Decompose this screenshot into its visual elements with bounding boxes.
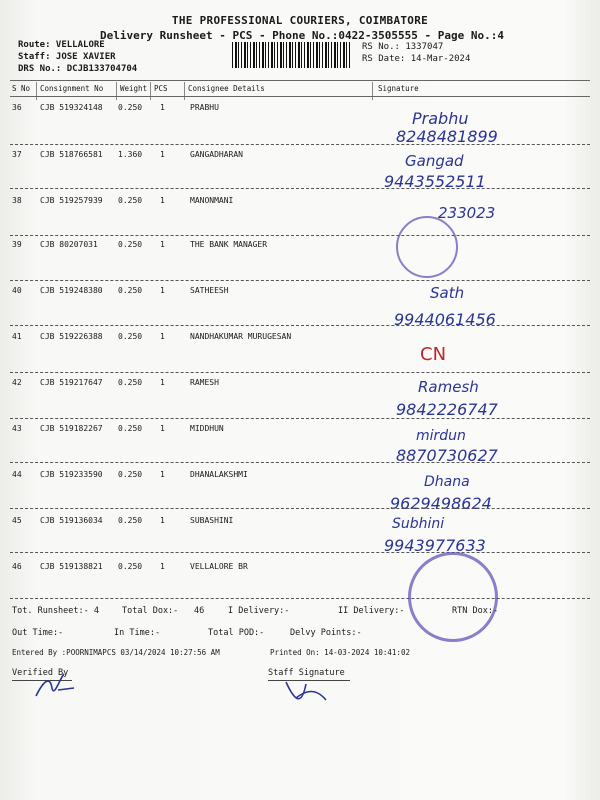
- signature-name: Ramesh: [418, 378, 479, 396]
- row-weight: 0.250: [118, 424, 143, 433]
- signature-phone: 9443552511: [384, 172, 486, 191]
- row-weight: 1.360: [118, 150, 143, 159]
- signature-name: mirdun: [416, 428, 466, 444]
- col-consignee: Consignee Details: [188, 84, 265, 93]
- row-weight: 0.250: [118, 378, 143, 387]
- row-consignee: DHANALAKSHMI: [190, 470, 248, 479]
- total-dox-label: Total Dox:-: [122, 606, 179, 616]
- col-divider: [184, 82, 185, 100]
- row-pcs: 1: [160, 378, 165, 387]
- row-weight: 0.250: [118, 240, 143, 249]
- row-divider: [10, 280, 590, 281]
- signature-name: Gangad: [405, 152, 464, 170]
- signature-name: Subhini: [392, 516, 445, 532]
- total-pod: Total POD:-: [208, 628, 265, 638]
- row-consignee: SUBASHINI: [190, 516, 234, 525]
- row-consignment: CJB 518766581: [40, 150, 103, 159]
- staff-label: Staff: JOSE XAVIER: [18, 52, 116, 62]
- col-weight: Weight: [120, 84, 148, 93]
- row-pcs: 1: [160, 103, 165, 112]
- total-dox-value: 46: [194, 606, 205, 616]
- signature-phone: 9944061456: [394, 310, 496, 329]
- signature-name: Sath: [430, 284, 465, 302]
- entered-by: Entered By :POORNIMAPCS 03/14/2024 10:27:56 AM: [12, 648, 220, 657]
- total-runsheet: Tot. Runsheet:- 4: [12, 606, 99, 616]
- row-consignee: MIDDHUN: [190, 424, 224, 433]
- in-time: In Time:-: [114, 628, 161, 638]
- row-consignment: CJB 519226388: [40, 332, 103, 341]
- row-consignee: THE BANK MANAGER: [190, 240, 268, 249]
- row-weight: 0.250: [118, 286, 143, 295]
- row-weight: 0.250: [118, 332, 143, 341]
- verifier-signature-mark: [30, 670, 80, 704]
- row-pcs: 1: [160, 470, 165, 479]
- col-pcs: PCS: [154, 84, 168, 93]
- header-bottom-rule: [10, 96, 590, 97]
- row-sno: 40: [12, 286, 22, 295]
- row-consignment: CJB 519217647: [40, 378, 103, 387]
- row-pcs: 1: [160, 516, 165, 525]
- row-divider: [10, 372, 590, 373]
- row-sno: 41: [12, 332, 22, 341]
- printed-on: Printed On: 14-03-2024 10:41:02: [270, 648, 410, 657]
- signature-phone: 8248481899: [396, 127, 498, 146]
- row-consignment: CJB 519248380: [40, 286, 103, 295]
- row-sno: 45: [12, 516, 22, 525]
- signature-name: CN: [420, 344, 447, 365]
- row-divider: [10, 188, 590, 189]
- signature-name: Prabhu: [412, 109, 469, 128]
- row-consignment: CJB 80207031: [40, 240, 98, 249]
- row-consignee: SATHEESH: [190, 286, 229, 295]
- signature-phone: 9943977633: [384, 536, 486, 555]
- row-sno: 36: [12, 103, 22, 112]
- row-pcs: 1: [160, 240, 165, 249]
- row-consignment: CJB 519233590: [40, 470, 103, 479]
- row-consignee: NANDHAKUMAR MURUGESAN: [190, 332, 292, 341]
- row-divider: [10, 598, 590, 599]
- row-consignment: CJB 519324148: [40, 103, 103, 112]
- col-divider: [372, 82, 373, 100]
- row-divider: [10, 508, 590, 509]
- rtn-dox: RTN Dox:-: [452, 606, 499, 616]
- col-sno: S No: [12, 84, 31, 93]
- barcode: [232, 42, 350, 68]
- row-consignment: CJB 519257939: [40, 196, 103, 205]
- row-pcs: 1: [160, 332, 165, 341]
- ii-delivery: II Delivery:-: [338, 606, 405, 616]
- signature-phone: 9629498624: [390, 494, 492, 513]
- row-weight: 0.250: [118, 196, 143, 205]
- route-label: Route: VELLALORE: [18, 40, 105, 50]
- row-weight: 0.250: [118, 470, 143, 479]
- row-divider: [10, 462, 590, 463]
- signature-phone: 9842226747: [396, 400, 498, 419]
- col-divider: [36, 82, 37, 100]
- row-divider: [10, 325, 590, 326]
- col-divider: [116, 82, 117, 100]
- company-title: THE PROFESSIONAL COURIERS, COIMBATORE: [171, 14, 429, 27]
- signature-phone: 233023: [438, 204, 496, 222]
- row-sno: 38: [12, 196, 22, 205]
- row-divider: [10, 418, 590, 419]
- row-sno: 37: [12, 150, 22, 159]
- company-stamp: [396, 216, 458, 278]
- row-sno: 44: [12, 470, 22, 479]
- signature-phone: 8870730627: [396, 446, 498, 465]
- row-consignee: RAMESH: [190, 378, 219, 387]
- row-pcs: 1: [160, 150, 165, 159]
- rs-date: RS Date: 14-Mar-2024: [362, 54, 471, 64]
- row-pcs: 1: [160, 196, 165, 205]
- row-consignee: VELLALORE BR: [190, 562, 248, 571]
- branch-stamp: [408, 552, 498, 642]
- delivery-points: Delvy Points:-: [290, 628, 362, 638]
- row-pcs: 1: [160, 424, 165, 433]
- out-time: Out Time:-: [12, 628, 64, 638]
- row-consignee: PRABHU: [190, 103, 219, 112]
- row-divider: [10, 235, 590, 236]
- i-delivery: I Delivery:-: [228, 606, 290, 616]
- verified-by-label: Verified By: [12, 668, 69, 678]
- row-sno: 46: [12, 562, 22, 571]
- row-consignee: MANONMANI: [190, 196, 234, 205]
- row-consignment: CJB 519136034: [40, 516, 103, 525]
- row-consignment: CJB 519138821: [40, 562, 103, 571]
- col-consignment: Consignment No: [40, 84, 104, 93]
- row-weight: 0.250: [118, 103, 143, 112]
- drs-number: DRS No.: DCJB133704704: [18, 64, 138, 74]
- staff-signature-label: Staff Signature: [268, 668, 345, 678]
- signature-name: Dhana: [424, 474, 470, 490]
- row-sno: 42: [12, 378, 22, 387]
- row-consignee: GANGADHARAN: [190, 150, 243, 159]
- row-divider: [10, 552, 590, 553]
- row-consignment: CJB 519182267: [40, 424, 103, 433]
- col-signature: Signature: [378, 84, 419, 93]
- row-pcs: 1: [160, 562, 165, 571]
- row-divider: [10, 144, 590, 145]
- row-pcs: 1: [160, 286, 165, 295]
- header-top-rule: [10, 80, 590, 81]
- row-sno: 39: [12, 240, 22, 249]
- rs-number: RS No.: 1337047: [362, 42, 444, 52]
- row-weight: 0.250: [118, 562, 143, 571]
- col-divider: [150, 82, 151, 100]
- row-weight: 0.250: [118, 516, 143, 525]
- row-sno: 43: [12, 424, 22, 433]
- staff-signature-mark: [282, 674, 332, 708]
- runsheet-title: Delivery Runsheet - PCS - Phone No.:0422-3505555 - Page No.:4: [100, 29, 504, 42]
